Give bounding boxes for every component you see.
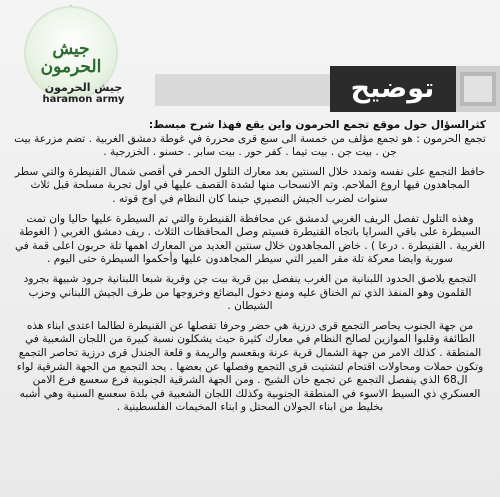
harmon-army-logo xyxy=(20,2,132,106)
intro-paragraph: كثرالسؤال حول موقع تجمع الحرمون واين يقع فهذا شرح مبسط: xyxy=(148,119,486,131)
paragraph-villages: تجمع الحرمون : هو تجمع مؤلف من خمسة الى سبع قرى محررة في غوطة دمشق الغربية . تضم مزرعة بيت جن . بيت جن . بيت تيما . كفر حور . بيت سابر . حسنو . الخزرجية . xyxy=(14,132,486,159)
brand-name-arabic: جيش الحرمون xyxy=(44,81,123,94)
logo-emblem-text: جيش الحرمون xyxy=(40,39,102,77)
paragraph-hills: وهذه التلول تفصل الريف الغربي لدمشق عن محافظة القنيطرة والتي تم السيطرة عليها حاليا وان تمت السيطرة على باقي السرايا باتجاه القنيطرة فسيتم وصل المحافظات الثلاث . ريف دمشق الغربي ( الغوطة الغربية . القنيطرة . درعا ) . خاض المجاهدون خلال سنتين العديد من المعارك اهمها تلة حربون اعلى قمة في سورية وايضا معركة تلة مقر المير التي سيطر المجاهدون عليها وأحكموا السيطرة حتى اليوم . xyxy=(14,212,486,266)
brand-name-english: haramon army xyxy=(42,94,125,105)
paragraph-south-north: من جهة الجنوب يحاصر التجمع قرى درزية هي حضر وحرفا تفصلها عن القنيطرة لطالما اعتدى ابناء هذه الطائفة وقلبوا الموازين لصالح النظام في معارك كثيرة حيث يشكلون نسبة كبيرة من اللجان الشعبية في المنطقة . كذلك الامر من جهة الشمال قرية عرنة وبقعسم والريمة و قلعة الجندل قرى درزية تحاصر التجمع وتكون حملات ومحاولات اقتحام لتشتيت قرى التجمع وفصلها عن بعضها . يحد التجمع من الجهة الشرقية لواء ال68 الذي ينفصل التجمع عن تجمع خان الشيح . ومن الجهة الشرقية الجنوبية فرع سعسع فرع الامن العسكري ذي السيط الاسوء في المنطقة الجنوبية وكذلك اللجان الشعبية في بلدة سعسع السنية وهي أشبه بخليط من ابناء الجولان المحتل و ابناء المخيمات الفلسطينية . xyxy=(16,319,484,414)
flag-icon xyxy=(456,66,500,112)
page-title: توضيح xyxy=(350,73,435,104)
flag-graphic xyxy=(456,66,500,112)
paragraph-history: حافظ التجمع على نفسه وتمدد خلال السنتين بعد معارك التلول الحمر في أقصى شمال القنيطرة والتي سطر المجاهدون فيها اروع الملاحم. وتم الانسحاب منها لشدة القصف عليها في اول تجربة مسلحة قبل ثلاث سنوات لضرب الجيش النصيري حينما كان النظام في اوج قوته . xyxy=(14,165,486,205)
paragraph-west-border: التجمع يلاصق الحدود اللبنانية من الغرب ينفصل بين قرية بيت جن وقرية شبعا اللبنانية جرود شبيهة بجرود القلمون وهو المنفذ الذي تم الخناق عليه ومنع دخول البضائع وخروجها من طرف الجيش اللبناني وحزب الشيطان . xyxy=(23,272,477,313)
body-text xyxy=(14,119,486,491)
